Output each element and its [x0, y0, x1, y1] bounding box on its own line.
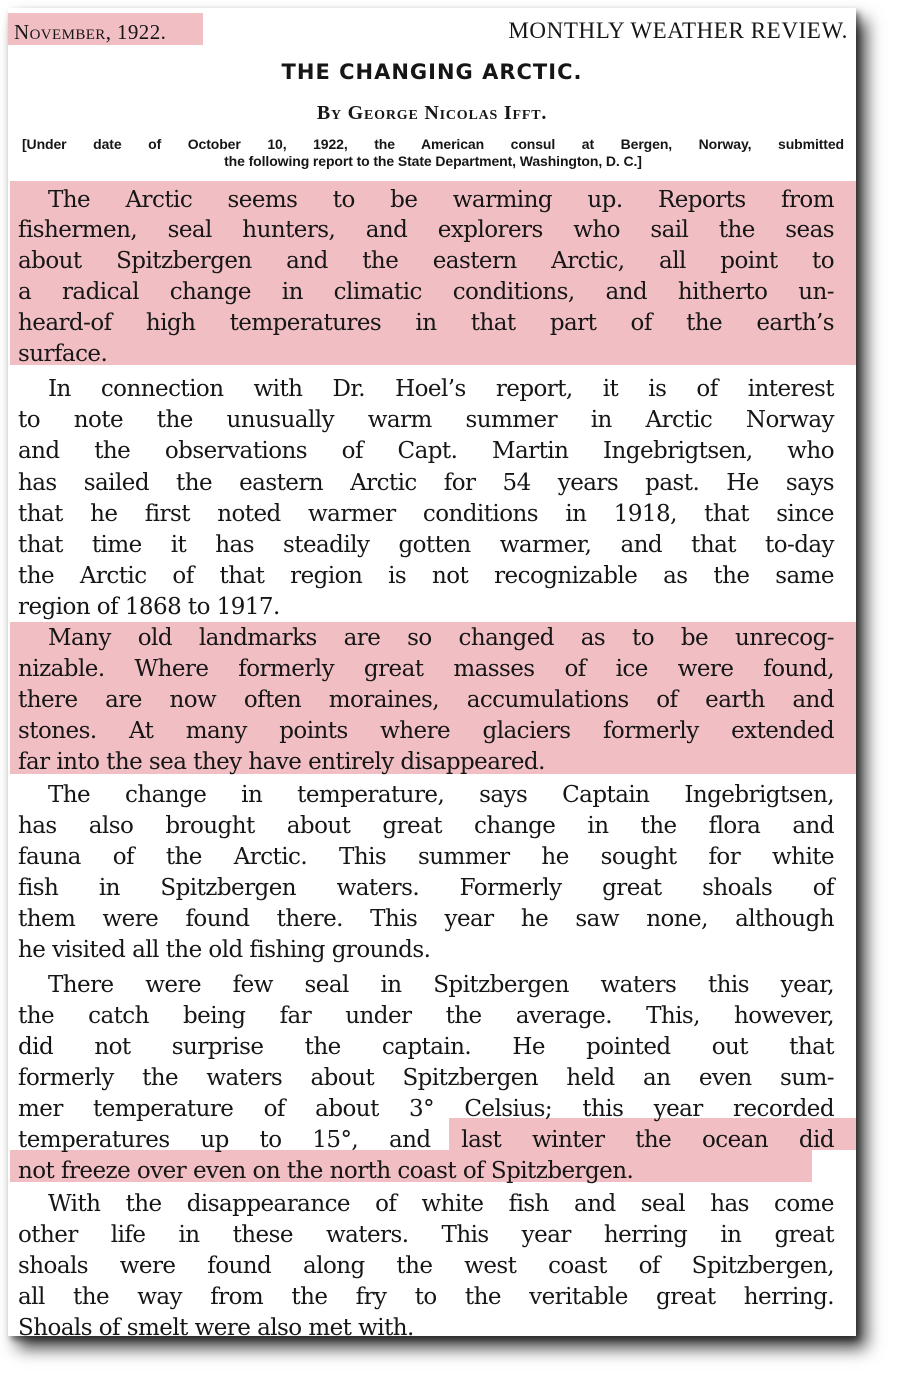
paragraph-line: did not surprise the captain. He pointed out that — [18, 1034, 834, 1060]
paragraph-line: has sailed the eastern Arctic for 54 years past. He says — [18, 470, 834, 496]
paragraph-line: there are now often moraines, accumulations of earth and — [18, 687, 834, 713]
paragraph-line: and the observations of Capt. Martin Ingebrigtsen, who — [18, 438, 834, 464]
paragraph-line: fishermen, seal hunters, and explorers who sail the seas — [18, 217, 834, 243]
paragraph-line: The change in temperature, says Captain Ingebrigtsen, — [48, 782, 834, 808]
paragraph-line: fauna of the Arctic. This summer he sought for white — [18, 844, 834, 870]
paragraph-line: region of 1868 to 1917. — [18, 594, 280, 620]
journal-name: MONTHLY WEATHER REVIEW. — [508, 18, 848, 43]
header-date: November, 1922. — [14, 20, 167, 44]
paragraph-line: formerly the waters about Spitzbergen held an even sum- — [18, 1065, 834, 1091]
editorial-note-line: [Under date of October 10, 1922, the American consul at Bergen, Norway, submitted — [22, 136, 844, 152]
editorial-note-line: the following report to the State Department, Washington, D. C.] — [224, 153, 642, 169]
paragraph-line: heard-of high temperatures in that part of the earth’s — [18, 310, 834, 336]
paragraph-line: There were few seal in Spitzbergen waters this year, — [48, 972, 834, 998]
paragraph-line: about Spitzbergen and the eastern Arctic, all point to — [18, 248, 834, 274]
paragraph-line: The Arctic seems to be warming up. Reports from — [48, 187, 834, 213]
paragraph-line: mer temperature of about 3° Celsius; this year recorded — [18, 1096, 834, 1122]
paragraph-line: far into the sea they have entirely disappeared. — [18, 749, 545, 775]
paragraph-line: that he first noted warmer conditions in 1918, that since — [18, 501, 834, 527]
paragraph-line: a radical change in climatic conditions, and hitherto un- — [18, 279, 834, 305]
article-byline: By George Nicolas Ifft. — [316, 102, 548, 124]
paragraph-line: that time it has steadily gotten warmer, and that to-day — [18, 532, 834, 558]
document-page — [8, 8, 856, 1336]
paragraph-line: Shoals of smelt were also met with. — [18, 1315, 414, 1336]
paragraph-line: Many old landmarks are so changed as to be unrecog- — [48, 625, 834, 651]
paragraph-line: has also brought about great change in the flora and — [18, 813, 834, 839]
paragraph-line: them were found there. This year he saw none, although — [18, 906, 834, 932]
paragraph-line: surface. — [18, 341, 108, 367]
paragraph-line: not freeze over even on the north coast of Spitzbergen. — [18, 1158, 634, 1184]
paragraph-line: to note the unusually warm summer in Arctic Norway — [18, 407, 834, 433]
article-title: THE CHANGING ARCTIC. — [281, 60, 583, 84]
paragraph-line: With the disappearance of white fish and seal has come — [48, 1191, 834, 1217]
paragraph-line: all the way from the fry to the veritable great herring. — [18, 1284, 834, 1310]
paragraph-line: In connection with Dr. Hoel’s report, it is of interest — [48, 376, 834, 402]
paragraph-line: shoals were found along the west coast of Spitzbergen, — [18, 1253, 834, 1279]
paragraph-line: he visited all the old fishing grounds. — [18, 937, 431, 963]
paragraph-line: the catch being far under the average. This, however, — [18, 1003, 834, 1029]
paragraph-line: fish in Spitzbergen waters. Formerly great shoals of — [18, 875, 834, 901]
paragraph-line: stones. At many points where glaciers formerly extended — [18, 718, 834, 744]
paragraph-line: nizable. Where formerly great masses of ice were found, — [18, 656, 834, 682]
paragraph-line: other life in these waters. This year herring in great — [18, 1222, 834, 1248]
paragraph-line: temperatures up to 15°, and last winter the ocean did — [18, 1127, 834, 1153]
paragraph-line: the Arctic of that region is not recognizable as the same — [18, 563, 834, 589]
